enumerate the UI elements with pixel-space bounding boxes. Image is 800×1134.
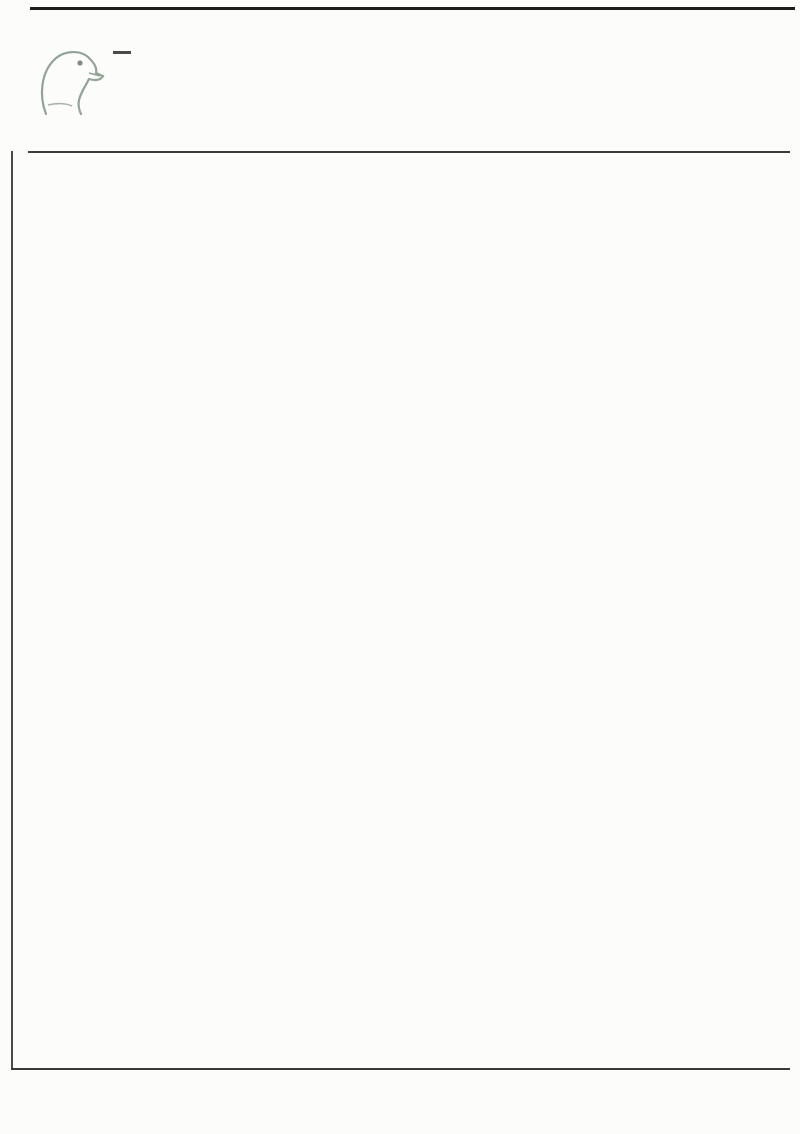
page-top-scan-edge <box>30 7 795 10</box>
pedigree-left-border <box>11 151 13 1070</box>
pedigree-bottom-border <box>11 1068 790 1070</box>
header-divider <box>28 151 790 153</box>
pigeon-head-icon <box>36 48 108 116</box>
page-title <box>113 48 131 54</box>
